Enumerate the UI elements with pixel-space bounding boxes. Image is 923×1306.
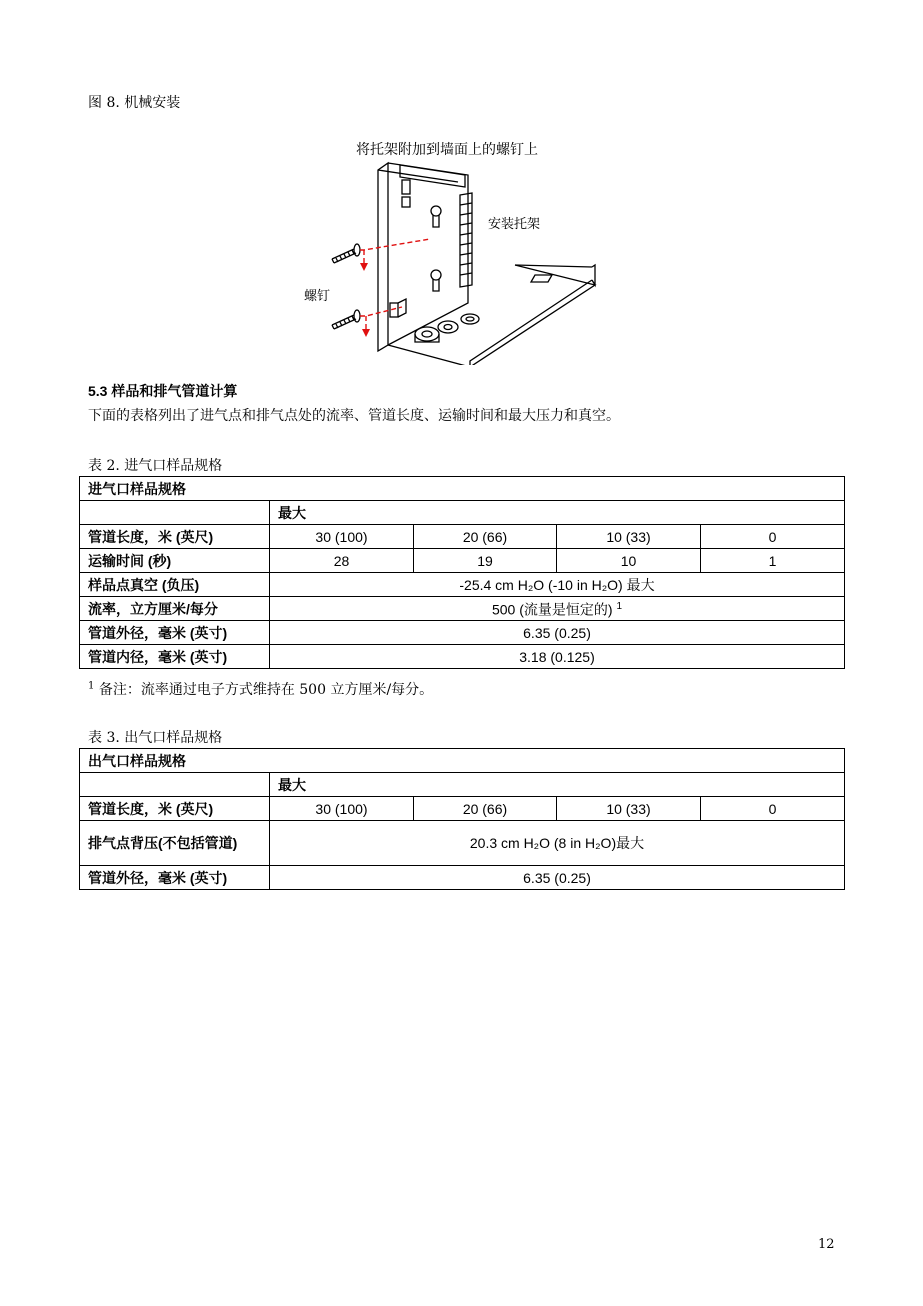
table-title: 进气口样品规格 [80,477,845,501]
table-row [80,866,845,890]
table-row [80,749,845,773]
table-row [80,797,845,821]
max-header: 最大 [270,501,845,525]
table-cell: 10 (33) [557,797,701,821]
table2-caption: 表 2. 进气口样品规格 [88,458,223,474]
table-cell: 0 [701,797,845,821]
table-row [80,573,845,597]
table3-caption: 表 3. 出气口样品规格 [88,730,223,746]
bracket-drawing [290,135,620,365]
table-cell: 19 [414,549,557,573]
table-cell: 30 (100) [270,525,414,549]
table-cell: 28 [270,549,414,573]
max-header: 最大 [270,773,845,797]
inlet-spec-table [79,476,845,669]
table-row [80,549,845,573]
table-cell: 30 (100) [270,797,414,821]
row-label: 管道外径，毫米 (英寸) [80,621,270,645]
row-label: 排气点背压(不包括管道) [80,821,270,866]
table-cell: 20.3 cm H₂O (8 in H₂O)最大 [270,821,845,866]
row-label: 流率，立方厘米/每分 [80,597,270,621]
table-row [80,501,845,525]
section-heading: 5.3 样品和排气管道计算 [88,383,238,399]
table-row [80,525,845,549]
table-cell: 6.35 (0.25) [270,621,845,645]
section-intro: 下面的表格列出了进气点和排气点处的流率、管道长度、运输时间和最大压力和真空。 [88,408,620,424]
empty-cell [80,773,270,797]
row-label: 管道外径，毫米 (英寸) [80,866,270,890]
outlet-spec-table [79,748,845,890]
table-row [80,597,845,621]
table-cell: 1 [701,549,845,573]
mounting-figure [290,135,620,365]
table-row [80,821,845,866]
table-row [80,621,845,645]
figure-caption: 图 8. 机械安装 [88,95,181,111]
page-number: 12 [818,1237,835,1252]
table-cell: 10 (33) [557,525,701,549]
footnote-ref: 1 [616,601,623,613]
table-title: 出气口样品规格 [80,749,845,773]
table-cell: 6.35 (0.25) [270,866,845,890]
table-cell: 10 [557,549,701,573]
empty-cell [80,501,270,525]
row-label: 管道长度，米 (英尺) [80,797,270,821]
flow-value: 500 (流量是恒定的) [491,601,613,618]
footnote-text: 备注：流率通过电子方式维持在 500 立方厘米/每分。 [98,682,434,698]
row-label: 样品点真空 (负压) [80,573,270,597]
table-row [80,773,845,797]
table-row [80,645,845,669]
table-row [80,477,845,501]
bracket-label: 安装托架 [488,217,541,232]
table-cell: 20 (66) [414,797,557,821]
screw-label: 螺钉 [304,289,331,304]
table-cell: 3.18 (0.125) [270,645,845,669]
figure-top-label: 将托架附加到墙面上的螺钉上 [356,142,538,158]
table-cell [270,597,845,621]
table-cell: 20 (66) [414,525,557,549]
table2-footnote [88,679,433,699]
row-label: 管道内径，毫米 (英寸) [80,645,270,669]
table-cell: 0 [701,525,845,549]
row-label: 管道长度，米 (英尺) [80,525,270,549]
footnote-mark: 1 [88,680,95,692]
row-label: 运输时间 (秒) [80,549,270,573]
table-cell: -25.4 cm H₂O (-10 in H₂O) 最大 [270,573,845,597]
